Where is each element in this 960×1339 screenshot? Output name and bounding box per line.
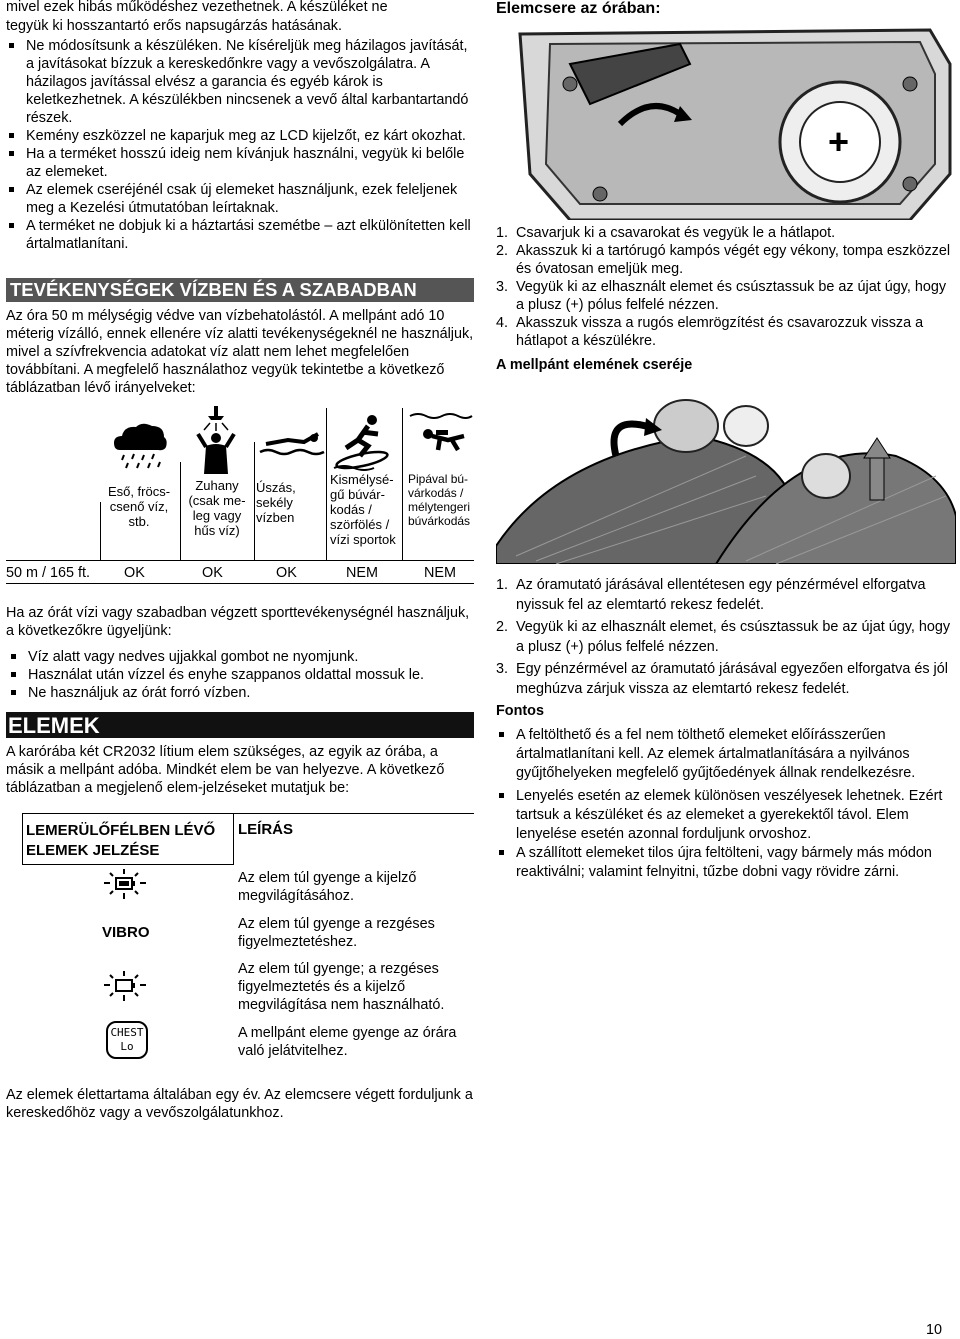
shower-icon: [194, 406, 244, 476]
intro-line-1: mivel ezek hibás működéshez vezethetnek. A készüléket ne: [6, 0, 388, 15]
strap-step-text: Egy pénzérmével az óramutató járásával egyezően elforgatva és jól meghúzva zárjuk vissza az elemtartó rekesz fedelét.: [516, 661, 948, 697]
strap-step: 2. Vegyük ki az elhasznált elemet, és csúsztassuk be az újat úgy, hogy a plusz (+) pólus felfelé nézzen.: [496, 619, 951, 655]
activities-depth-row: [6, 560, 474, 584]
important-item: A feltölthető és a fel nem tölthető elemeket előírásszerűen ártalmatlanítani kell. Az elemek ártalmatlanítására a nyilvános gyűjtőhelyeken megfelelő gyűjtőedények állnak rendelkezésre.: [496, 726, 956, 783]
battery-desc-4: A mellpánt eleme gyenge az órára való jelátvitelhez.: [238, 1025, 457, 1059]
warning-item: Ha a terméket hosszú ideig nem kívánjuk használni, vegyük ki belőle az elemeket.: [6, 145, 474, 181]
watch-steps: [496, 224, 956, 350]
watch-step-text: Akasszuk ki a tartórugó kampós végét egy vékony, tompa eszközzel és óvatosan emeljük meg.: [516, 243, 951, 277]
strap-step: 1. Az óramutató járásával ellentétesen egy pénzérmével elforgatva nyissuk fel az elemtartó rekesz fedelét.: [496, 577, 926, 613]
svg-text:+: +: [828, 121, 850, 162]
activity-header-surfing: Kismélysé-gű búvár-kodás / szörfölés / vízi sportok: [330, 472, 396, 547]
battery-heading: ELEMEK: [6, 712, 474, 738]
warning-item: Az elemek cseréjénél csak új elemeket használjunk, ezek feleljenek meg a Kezelési útmutatóban leírtaknak.: [6, 181, 474, 217]
strap-heading: A mellpánt elemének cseréje: [496, 357, 693, 373]
watch-step-text: Csavarjuk ki a csavarokat és vegyük le a hátlapot.: [516, 225, 836, 241]
rain-icon: [110, 420, 170, 472]
depth-label: 50 m / 165 ft.: [6, 565, 90, 581]
strap-step-text: Az óramutató járásával ellentétesen egy pénzérmével elforgatva nyissuk fel az elemtartó rekesz fedelét.: [516, 577, 926, 613]
battery-desc-3: Az elem túl gyenge; a rezgéses figyelmeztetés és a kijelző megvilágítása nem használható.: [238, 961, 445, 1013]
important-list: [496, 726, 956, 882]
activity-header-shower: Zuhany (csak me-leg vagy hűs víz): [188, 478, 246, 538]
page-number: 10: [925, 1322, 942, 1338]
activity-header-rain: Eső, fröcs-csenő víz, stb.: [107, 484, 171, 529]
warning-item: A terméket ne dobjuk ki a háztartási szemétbe – azt elkülönítetten kell ártalmatlanítani.: [6, 217, 474, 253]
warning-item: Kemény eszközzel ne kaparjuk meg az LCD kijelzőt, ez kárt okozhat.: [6, 127, 474, 145]
outdoor-item: Víz alatt vagy nedves ujjakkal gombot ne nyomjunk.: [8, 648, 474, 666]
intro-line-2: tegyük ki hosszantartó erős napsugárzás hatásának.: [6, 18, 342, 34]
water-heading: TEVÉKENYSÉGEK VÍZBEN ÉS A SZABADBAN: [6, 278, 474, 302]
important-item: A szállított elemeket tilos újra feltölteni, vagy bármely más módon reaktiválni; valamint felnyitni, tűzbe dobni vagy rövidre zárni.: [496, 844, 956, 882]
value-shower: OK: [202, 565, 223, 581]
surfing-icon: [332, 410, 398, 472]
warnings-list: [6, 37, 474, 253]
value-rain: OK: [124, 565, 145, 581]
important-heading: Fontos: [496, 703, 544, 719]
watch-step-text: Vegyük ki az elhasznált elemet és csúsztassuk be az újat úgy, hogy a plusz (+) pólus felfelé nézzen.: [516, 279, 947, 313]
warning-item: Ne módosítsunk a készüléken. Ne kíséreljük meg házilagos javítását, a javításokat bízzuk a kereskedőnkre vagy a vevőszolgálatra. A házilagos javítással elvész a garancia és egyéb károk is keletkezhetnek. A készülékben nincsenek a vevő által karbantartandó részek.: [6, 37, 474, 127]
battery-header-right: LEÍRÁS: [238, 821, 294, 838]
battery-light-icon: [102, 869, 148, 899]
vibro-label: VIBRO: [102, 924, 150, 941]
water-text: Az óra 50 m mélységig védve van vízbehatolástól. A mellpánt adó 10 méterig vízálló, ennek ellenére víz alatti tevékenységeknél ne használjuk, mivel a szívfrekvencia adatokat víz alatt nem lehet megfelelően továbbítani. A megfelelő használathoz vegyük tekintetbe a következő táblázatban lévő irányelveket:: [6, 308, 474, 396]
strap-steps: [496, 576, 956, 699]
value-swimming: OK: [276, 565, 297, 581]
outdoor-intro: Ha az órát vízi vagy szabadban végzett sporttevékenységnél használjuk, a következőkre ügyeljünk:: [6, 605, 470, 639]
chest-lo-display: [106, 1021, 148, 1059]
lo-label: Lo: [120, 1040, 134, 1053]
watch-step: 2. Akasszuk ki a tartórugó kampós végét egy vékony, tompa eszközzel és óvatosan emeljük meg.: [496, 243, 951, 277]
activity-header-swimming: Úszás, sekély vízben: [256, 480, 296, 525]
value-diving: NEM: [424, 565, 456, 581]
watch-step: 3. Vegyük ki az elhasznált elemet és csúsztassuk be az újat úgy, hogy a plusz (+) pólus felfelé nézzen.: [496, 279, 947, 313]
battery-header-left: LEMERÜLŐFÉLBEN LÉVŐ ELEMEK JELZÉSE: [26, 822, 216, 859]
value-surfing: NEM: [346, 565, 378, 581]
outdoor-item: Ne használjuk az órát forró vízben.: [8, 684, 474, 702]
strap-step-text: Vegyük ki az elhasznált elemet, és csúsztassuk be az újat úgy, hogy a plusz (+) pólus felfelé nézzen.: [516, 619, 951, 655]
swimming-icon: [258, 428, 328, 462]
outdoor-item: Használat után vízzel és enyhe szappanos oldattal mossuk le.: [8, 666, 474, 684]
battery-table: [22, 813, 474, 1067]
watch-battery-illustration: [510, 24, 956, 220]
outdoor-list: [8, 648, 474, 702]
strap-battery-illustration: [496, 396, 956, 564]
chest-label: CHEST: [110, 1026, 144, 1039]
battery-empty-icon: [102, 971, 148, 1001]
important-item: Lenyelés esetén az elemek különösen veszélyesek lehetnek. Ezért tartsuk a készüléket és az elemeket a gyerekektől távol. Elem lenyelése esetén azonnal forduljunk orvoshoz.: [496, 787, 956, 844]
watch-step: 4. Akasszuk vissza a rugós elemrögzítést és csavarozzuk vissza a hátlapot a készülékre.: [496, 315, 924, 349]
diving-icon: [408, 410, 474, 460]
battery-desc-2: Az elem túl gyenge a rezgéses figyelmeztetéshez.: [238, 916, 435, 950]
watch-heading: Elemcsere az órában:: [496, 0, 661, 17]
battery-text: A karórába két CR2032 lítium elem szükséges, az egyik az órába, a másik a mellpánt adóba. Mindkét elem be van helyezve. A következő táblázatban a megjelenő elem-jelzéseket mutatjuk be:: [6, 744, 445, 796]
strap-step: 3. Egy pénzérmével az óramutató járásával egyezően elforgatva és jól meghúzva zárjuk vissza az elemtartó rekesz fedelét.: [496, 661, 948, 697]
battery-desc-1: Az elem túl gyenge a kijelző megvilágításához.: [238, 870, 417, 904]
watch-step-text: Akasszuk vissza a rugós elemrögzítést és csavarozzuk vissza a hátlapot a készülékre.: [516, 315, 924, 349]
watch-step: 1. Csavarjuk ki a csavarokat és vegyük le a hátlapot.: [496, 225, 836, 241]
activity-header-diving: Pipával bú-várkodás / mélytengeri búvárkodás: [408, 472, 471, 528]
footer-text: Az elemek élettartama általában egy év. Az elemcsere végett forduljunk a kereskedőhöz vagy a vevőszolgálatunkhoz.: [6, 1087, 473, 1121]
